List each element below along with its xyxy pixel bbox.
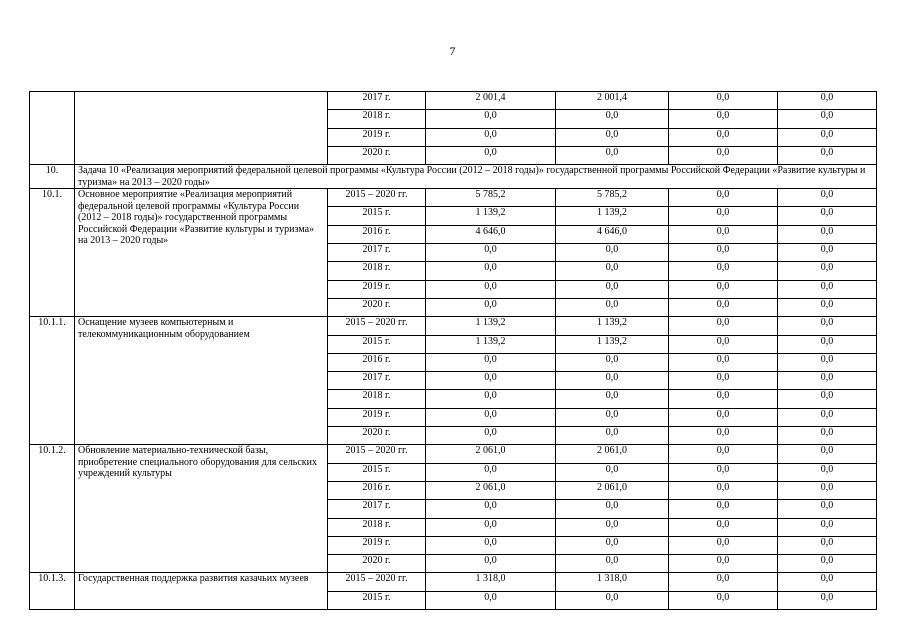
value-cell: 0,0 (778, 317, 877, 335)
period-cell: 2016 г. (328, 481, 426, 499)
value-cell: 0,0 (778, 128, 877, 146)
period-cell: 2017 г. (328, 92, 426, 110)
value-cell: 2 001,4 (426, 92, 556, 110)
table-row (30, 189, 877, 207)
value-cell: 0,0 (426, 390, 556, 408)
value-cell: 0,0 (778, 298, 877, 316)
value-cell: 0,0 (778, 372, 877, 390)
value-cell: 0,0 (778, 335, 877, 353)
value-cell: 0,0 (669, 353, 778, 371)
value-cell: 0,0 (778, 427, 877, 445)
value-cell: 0,0 (778, 555, 877, 573)
value-cell: 0,0 (778, 92, 877, 110)
value-cell: 0,0 (669, 110, 778, 128)
value-cell: 0,0 (426, 463, 556, 481)
value-cell: 0,0 (426, 128, 556, 146)
value-cell: 0,0 (426, 298, 556, 316)
value-cell: 0,0 (778, 463, 877, 481)
value-cell: 0,0 (778, 244, 877, 262)
period-cell: 2015 – 2020 гг. (328, 445, 426, 463)
value-cell: 1 318,0 (426, 573, 556, 591)
value-cell: 0,0 (669, 335, 778, 353)
value-cell: 0,0 (669, 146, 778, 164)
table-row (30, 445, 877, 463)
value-cell: 0,0 (426, 591, 556, 609)
value-cell: 0,0 (669, 536, 778, 554)
value-cell: 0,0 (669, 244, 778, 262)
period-cell: 2017 г. (328, 244, 426, 262)
value-cell: 0,0 (669, 317, 778, 335)
task-row (30, 165, 877, 189)
period-cell: 2018 г. (328, 390, 426, 408)
value-cell: 0,0 (426, 146, 556, 164)
period-cell: 2015 г. (328, 591, 426, 609)
value-cell: 0,0 (556, 110, 669, 128)
activity-name: Основное мероприятие «Реализация мероприятий федеральной целевой программы «Культура России (2012 – 2018 годы)» государственной программы Российской Федерации «Развитие культуры и туризма» на 2013 – 2020 годы» (75, 189, 328, 317)
period-cell: 2015 г. (328, 463, 426, 481)
table-row (30, 573, 877, 591)
value-cell: 0,0 (556, 536, 669, 554)
value-cell: 0,0 (426, 372, 556, 390)
value-cell: 1 139,2 (426, 207, 556, 225)
value-cell: 0,0 (556, 128, 669, 146)
period-cell: 2019 г. (328, 536, 426, 554)
value-cell: 0,0 (556, 408, 669, 426)
value-cell: 0,0 (556, 463, 669, 481)
value-cell: 0,0 (778, 146, 877, 164)
period-cell: 2015 г. (328, 207, 426, 225)
period-cell: 2020 г. (328, 427, 426, 445)
value-cell: 0,0 (556, 500, 669, 518)
value-cell: 2 061,0 (556, 445, 669, 463)
value-cell: 0,0 (556, 353, 669, 371)
value-cell: 5 785,2 (426, 189, 556, 207)
value-cell: 0,0 (669, 445, 778, 463)
row-number (30, 92, 75, 165)
value-cell: 0,0 (778, 481, 877, 499)
value-cell: 0,0 (778, 262, 877, 280)
value-cell: 0,0 (426, 280, 556, 298)
value-cell: 0,0 (556, 372, 669, 390)
table-row (30, 317, 877, 335)
value-cell: 0,0 (556, 591, 669, 609)
value-cell: 4 646,0 (426, 225, 556, 243)
value-cell: 0,0 (778, 408, 877, 426)
value-cell: 0,0 (556, 427, 669, 445)
activity-name: Государственная поддержка развития казачьих музеев (75, 573, 328, 610)
value-cell: 0,0 (669, 372, 778, 390)
value-cell: 0,0 (669, 518, 778, 536)
value-cell: 1 139,2 (426, 317, 556, 335)
value-cell: 0,0 (778, 353, 877, 371)
page-number: 7 (449, 44, 456, 58)
value-cell: 1 139,2 (556, 335, 669, 353)
value-cell: 0,0 (778, 518, 877, 536)
value-cell: 0,0 (556, 244, 669, 262)
row-number: 10.1.3. (30, 573, 75, 610)
value-cell: 0,0 (778, 110, 877, 128)
value-cell: 0,0 (426, 536, 556, 554)
value-cell: 0,0 (556, 555, 669, 573)
row-number: 10.1. (30, 189, 75, 317)
period-cell: 2020 г. (328, 146, 426, 164)
value-cell: 0,0 (778, 573, 877, 591)
period-cell: 2015 – 2020 гг. (328, 317, 426, 335)
row-number: 10.1.2. (30, 445, 75, 573)
period-cell: 2015 г. (328, 335, 426, 353)
value-cell: 1 139,2 (556, 207, 669, 225)
value-cell: 0,0 (669, 390, 778, 408)
value-cell: 0,0 (669, 481, 778, 499)
table-row (30, 92, 877, 110)
value-cell: 1 318,0 (556, 573, 669, 591)
value-cell: 1 139,2 (426, 335, 556, 353)
period-cell: 2019 г. (328, 128, 426, 146)
value-cell: 0,0 (778, 390, 877, 408)
value-cell: 0,0 (778, 500, 877, 518)
value-cell: 1 139,2 (556, 317, 669, 335)
value-cell: 0,0 (669, 555, 778, 573)
value-cell: 0,0 (669, 262, 778, 280)
value-cell: 0,0 (426, 262, 556, 280)
value-cell: 0,0 (669, 500, 778, 518)
activity-name: Обновление материально-технической базы, приобретение специального оборудования для сельских учреждений культуры (75, 445, 328, 573)
value-cell: 0,0 (426, 500, 556, 518)
period-cell: 2015 – 2020 гг. (328, 573, 426, 591)
period-cell: 2020 г. (328, 298, 426, 316)
task-title: Задача 10 «Реализация мероприятий федеральной целевой программы «Культура России (2012 – 2018 годы)» государственной программы Российской Федерации «Развитие культуры и туризма» на 2013 – 2020 годы» (75, 165, 877, 189)
value-cell: 0,0 (669, 298, 778, 316)
value-cell: 0,0 (669, 92, 778, 110)
period-cell: 2017 г. (328, 372, 426, 390)
activity-name (75, 92, 328, 165)
activity-name: Оснащение музеев компьютерным и телекоммуникационным оборудованием (75, 317, 328, 445)
value-cell: 2 061,0 (556, 481, 669, 499)
value-cell: 0,0 (556, 518, 669, 536)
value-cell: 0,0 (426, 353, 556, 371)
value-cell: 4 646,0 (556, 225, 669, 243)
value-cell: 0,0 (426, 408, 556, 426)
value-cell: 0,0 (778, 225, 877, 243)
row-number: 10. (30, 165, 75, 189)
period-cell: 2016 г. (328, 353, 426, 371)
value-cell: 0,0 (669, 207, 778, 225)
value-cell: 0,0 (778, 591, 877, 609)
period-cell: 2020 г. (328, 555, 426, 573)
budget-table (29, 91, 877, 610)
value-cell: 2 061,0 (426, 445, 556, 463)
value-cell: 2 061,0 (426, 481, 556, 499)
period-cell: 2017 г. (328, 500, 426, 518)
value-cell: 0,0 (669, 573, 778, 591)
value-cell: 2 001,4 (556, 92, 669, 110)
value-cell: 0,0 (778, 189, 877, 207)
value-cell: 0,0 (669, 280, 778, 298)
value-cell: 0,0 (778, 536, 877, 554)
value-cell: 0,0 (669, 128, 778, 146)
value-cell: 0,0 (669, 427, 778, 445)
value-cell: 0,0 (426, 555, 556, 573)
row-number: 10.1.1. (30, 317, 75, 445)
value-cell: 0,0 (556, 280, 669, 298)
value-cell: 5 785,2 (556, 189, 669, 207)
value-cell: 0,0 (426, 244, 556, 262)
value-cell: 0,0 (556, 146, 669, 164)
value-cell: 0,0 (556, 262, 669, 280)
value-cell: 0,0 (778, 207, 877, 225)
period-cell: 2019 г. (328, 408, 426, 426)
value-cell: 0,0 (669, 408, 778, 426)
period-cell: 2016 г. (328, 225, 426, 243)
value-cell: 0,0 (426, 427, 556, 445)
value-cell: 0,0 (778, 445, 877, 463)
period-cell: 2018 г. (328, 110, 426, 128)
period-cell: 2019 г. (328, 280, 426, 298)
value-cell: 0,0 (556, 298, 669, 316)
value-cell: 0,0 (669, 225, 778, 243)
value-cell: 0,0 (669, 591, 778, 609)
period-cell: 2018 г. (328, 262, 426, 280)
value-cell: 0,0 (426, 518, 556, 536)
value-cell: 0,0 (669, 189, 778, 207)
period-cell: 2015 – 2020 гг. (328, 189, 426, 207)
value-cell: 0,0 (426, 110, 556, 128)
value-cell: 0,0 (556, 390, 669, 408)
period-cell: 2018 г. (328, 518, 426, 536)
value-cell: 0,0 (669, 463, 778, 481)
table-body (30, 92, 877, 610)
value-cell: 0,0 (778, 280, 877, 298)
